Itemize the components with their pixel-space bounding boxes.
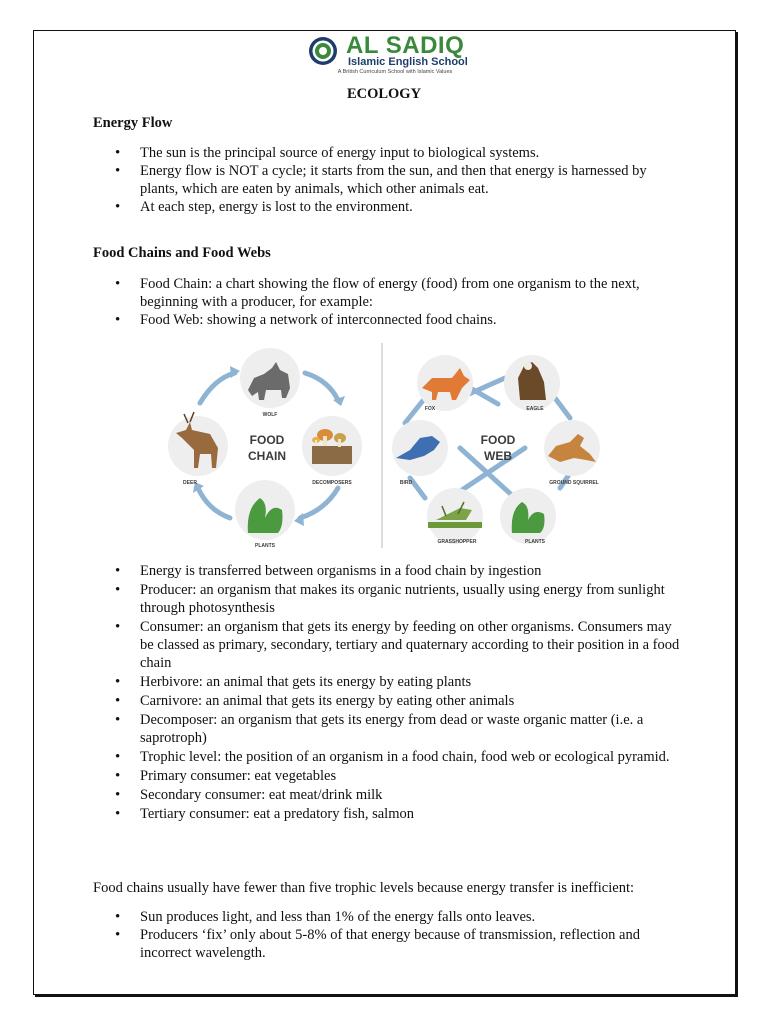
- definitions-list: [115, 562, 685, 824]
- label-web-plants: PLANTS: [525, 539, 545, 545]
- school-logo: [308, 32, 478, 76]
- logo-subtitle: Islamic English School: [348, 56, 468, 68]
- trophic-list: [115, 908, 685, 962]
- list-item: • Energy is transferred between organisms in a food chain by ingestion: [115, 562, 685, 580]
- heading-food-chains: Food Chains and Food Webs: [93, 245, 271, 261]
- food-chain-diagram: [168, 348, 362, 549]
- list-item: • Tertiary consumer: eat a predatory fish, salmon: [115, 805, 685, 823]
- heading-energy-flow: Energy Flow: [93, 115, 173, 131]
- food-chain-web-figure: [160, 338, 620, 553]
- list-item: • Trophic level: the position of an organism in a food chain, food web or ecological pyramid.: [115, 748, 685, 766]
- list-item: • Food Chain: a chart showing the flow of energy (food) from one organism to the next, beginning with a producer, for example:: [115, 275, 685, 311]
- label-ground-squirrel: GROUND SQUIRREL: [549, 480, 599, 486]
- label-plants: PLANTS: [255, 543, 275, 549]
- list-item: • Sun produces light, and less than 1% of the energy falls onto leaves.: [115, 908, 685, 926]
- label-deer: DEER: [183, 480, 197, 486]
- label-bird: BIRD: [399, 480, 413, 486]
- food-web-label-1: FOOD: [480, 433, 516, 447]
- food-chain-label-1: FOOD: [249, 433, 285, 447]
- food-chain-label-2: CHAIN: [248, 449, 286, 463]
- list-item: • Food Web: showing a network of interconnected food chains.: [115, 311, 685, 329]
- label-grasshopper: GRASSHOPPER: [437, 539, 477, 545]
- list-item: • Secondary consumer: eat meat/drink milk: [115, 786, 685, 804]
- list-item: • Producer: an organism that makes its organic nutrients, usually using energy from sunlight through photosynthesis: [115, 581, 685, 617]
- label-decomposers: DECOMPOSERS: [312, 480, 352, 486]
- logo-tagline: A British Curriculum School with Islamic Values: [337, 69, 453, 75]
- list-item: • Energy flow is NOT a cycle; it starts from the sun, and then that energy is harnessed by plants, which are eaten by animals, which other animals eat.: [115, 162, 685, 198]
- list-item: • Producers ‘fix’ only about 5-8% of that energy because of transmission, reflection and incorrect wavelength.: [115, 926, 685, 962]
- list-item: • Primary consumer: eat vegetables: [115, 767, 685, 785]
- list-item: • At each step, energy is lost to the environment.: [115, 198, 685, 216]
- list-item: • Herbivore: an animal that gets its energy by eating plants: [115, 673, 685, 691]
- list-item: • Carnivore: an animal that gets its energy by eating other animals: [115, 692, 685, 710]
- label-wolf: WOLF: [262, 412, 278, 418]
- list-item: • The sun is the principal source of energy input to biological systems.: [115, 144, 685, 162]
- food-chains-list: [115, 275, 685, 329]
- list-item: • Consumer: an organism that gets its energy by feeding on other organisms. Consumers may be classed as primary, secondary, tertiary and quaternary according to their position in a food chain: [115, 618, 685, 672]
- logo-title: AL SADIQ: [346, 32, 465, 59]
- list-item: • Decomposer: an organism that gets its energy from dead or waste organic matter (i.e. a saprotroph): [115, 711, 685, 747]
- trophic-note: Food chains usually have fewer than five trophic levels because energy transfer is inefficient:: [93, 880, 635, 896]
- food-web-diagram: [392, 355, 600, 545]
- label-eagle: EAGLE: [526, 406, 544, 412]
- energy-flow-list: [115, 144, 685, 216]
- page-title: ECOLOGY: [346, 86, 422, 102]
- food-web-label-2: WEB: [484, 449, 512, 463]
- school-seal-icon: [308, 36, 338, 66]
- label-fox: FOX: [424, 406, 436, 412]
